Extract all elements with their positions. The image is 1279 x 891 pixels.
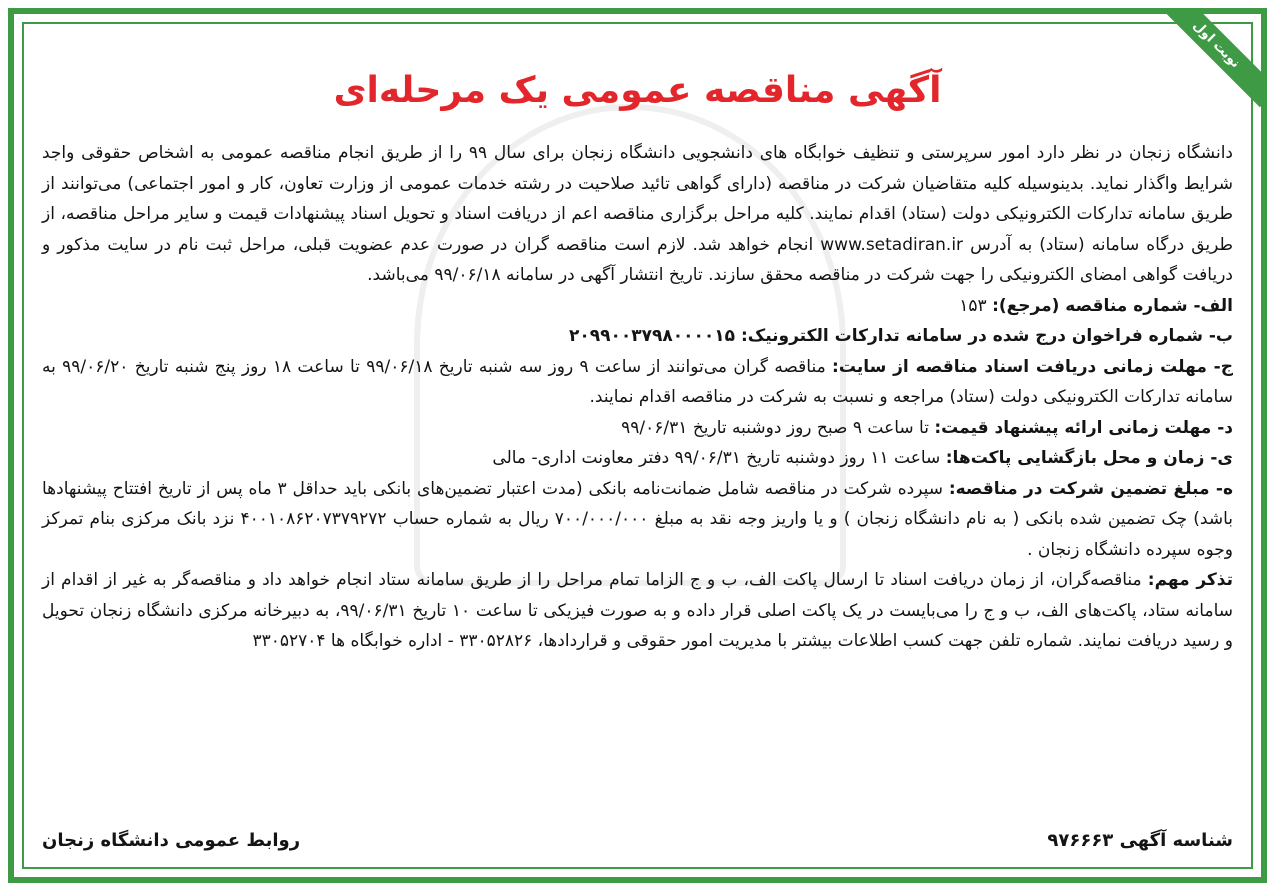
notice-title: آگهی مناقصه عمومی یک مرحله‌ای	[333, 70, 942, 111]
item-he-text: سپرده شرکت در مناقصه شامل ضمانت‌نامه بانکی (مدت اعتبار تضمین‌های بانکی باید حداقل ۳ ماه پس از تاریخ افتتاح پیشنهادها باشد) چک تضمین شده بانکی ( به نام دانشگاه زنجان ) و یا واریز وجه نقد به مبلغ ۷۰۰/۰۰۰/۰۰۰ ریال به شماره حساب ۴۰۰۱۰۸۶۲۰۷۳۷۹۲۷۲ نزد بانک مرکزی بنام تمرکز وجوه سپرده دانشگاه زنجان .	[42, 478, 1233, 560]
setad-url: www.setadiran.ir	[820, 234, 964, 255]
important-note	[42, 565, 1233, 657]
intro-text-1: دانشگاه زنجان در نظر دارد امور سرپرستی و تنظیف خوابگاه های دانشجویی دانشگاه زنجان برای سال ۹۹ را از طریق انجام مناقصه عمومی به اشخاص حقوقی واجد شرایط واگذار نماید. بدینوسیله کلیه متقاضیان شرکت در مناقصه (دارای گواهی تائید صلاحیت در رشته خدمات عمومی از وزارت تعاون، کار و امور اجتماعی) می‌توانند از طریق سامانه تدارکات الکترونیکی دولت (ستاد) اقدام نمایند. کلیه مراحل برگزاری مناقصه اعم از دریافت اسناد و تحویل اسناد پیشنهادات قیمت و سایر مراحل مناقصه، از طریق درگاه سامانه (ستاد) به آدرس	[42, 143, 1234, 255]
ad-id: شناسه آگهی ۹۷۶۶۶۳	[1047, 830, 1233, 851]
publisher: روابط عمومی دانشگاه زنجان	[42, 830, 301, 851]
item-dal-label: د- مهلت زمانی ارائه پیشنهاد قیمت:	[934, 417, 1233, 438]
intro-text-2: انجام خواهد شد. لازم است مناقصه گران در صورت عدم عضویت قبلی، مراحل ثبت نام در سایت مذکور و دریافت گواهی امضای الکترونیکی را جهت شرکت در مناقصه محقق سازند. تاریخ انتشار آگهی در سامانه ۹۹/۰۶/۱۸ می‌باشد.	[42, 234, 1233, 285]
item-be-label: ب- شماره فراخوان درج شده در سامانه تدارکات الکترونیک:	[740, 326, 1233, 346]
item-alef	[42, 291, 1233, 322]
item-dal-text: تا ساعت ۹ صبح روز دوشنبه تاریخ ۹۹/۰۶/۳۱	[621, 417, 935, 438]
intro-paragraph	[42, 138, 1233, 291]
notice-body	[42, 138, 1233, 657]
note-label: تذکر مهم:	[1147, 570, 1233, 590]
notice-frame	[8, 8, 1267, 883]
item-ye	[42, 443, 1233, 474]
item-dal	[42, 413, 1233, 444]
note-text: مناقصه‌گران، از زمان دریافت اسناد تا ارسال پاکت الف، ب و ج الزاما تمام مراحل را از طریق سامانه ستاد انجام خواهد داد و مناقصه‌گر به غیر از اقدام از سامانه ستاد، پاکت‌های الف، ب و ج را می‌بایست در یک پاکت اصلی قرار داده و به صورت فیزیکی تا ساعت ۱۰ تاریخ ۹۹/۰۶/۳۱، به دبیرخانه مرکزی دانشگاه زنجان تحویل و رسید دریافت نمایند. شماره تلفن جهت کسب اطلاعات بیشتر با مدیریت امور حقوقی و قراردادها، ۳۳۰۵۲۸۲۶ - اداره خوابگاه ها ۳۳۰۵۲۷۰۴	[42, 570, 1234, 651]
item-jim	[42, 352, 1233, 413]
item-be	[42, 321, 1233, 352]
item-jim-label: ج- مهلت زمانی دریافت اسناد مناقصه از سایت:	[832, 356, 1233, 377]
item-alef-label: الف- شماره مناقصه (مرجع):	[992, 295, 1233, 316]
item-ye-label: ی- زمان و محل بازگشایی پاکت‌ها:	[945, 448, 1233, 468]
item-he	[42, 474, 1233, 566]
edition-badge: نوبت اول	[1154, 8, 1267, 107]
item-be-text: ۲۰۹۹۰۰۳۷۹۸۰۰۰۰۱۵	[569, 326, 741, 346]
item-jim-text: مناقصه گران می‌توانند از ساعت ۹ روز سه شنبه تاریخ ۹۹/۰۶/۱۸ تا ساعت ۱۸ روز پنج شنبه تاریخ ۹۹/۰۶/۲۰ به سامانه تدارکات الکترونیکی دولت (ستاد) مراجعه و نسبت به شرکت در مناقصه اقدام نمایند.	[42, 356, 1233, 407]
item-he-label: ه- مبلغ تضمین شرکت در مناقصه:	[948, 478, 1233, 499]
item-ye-text: ساعت ۱۱ روز دوشنبه تاریخ ۹۹/۰۶/۳۱ دفتر معاونت اداری- مالی	[492, 448, 946, 468]
item-alef-text: ۱۵۳	[959, 295, 993, 316]
